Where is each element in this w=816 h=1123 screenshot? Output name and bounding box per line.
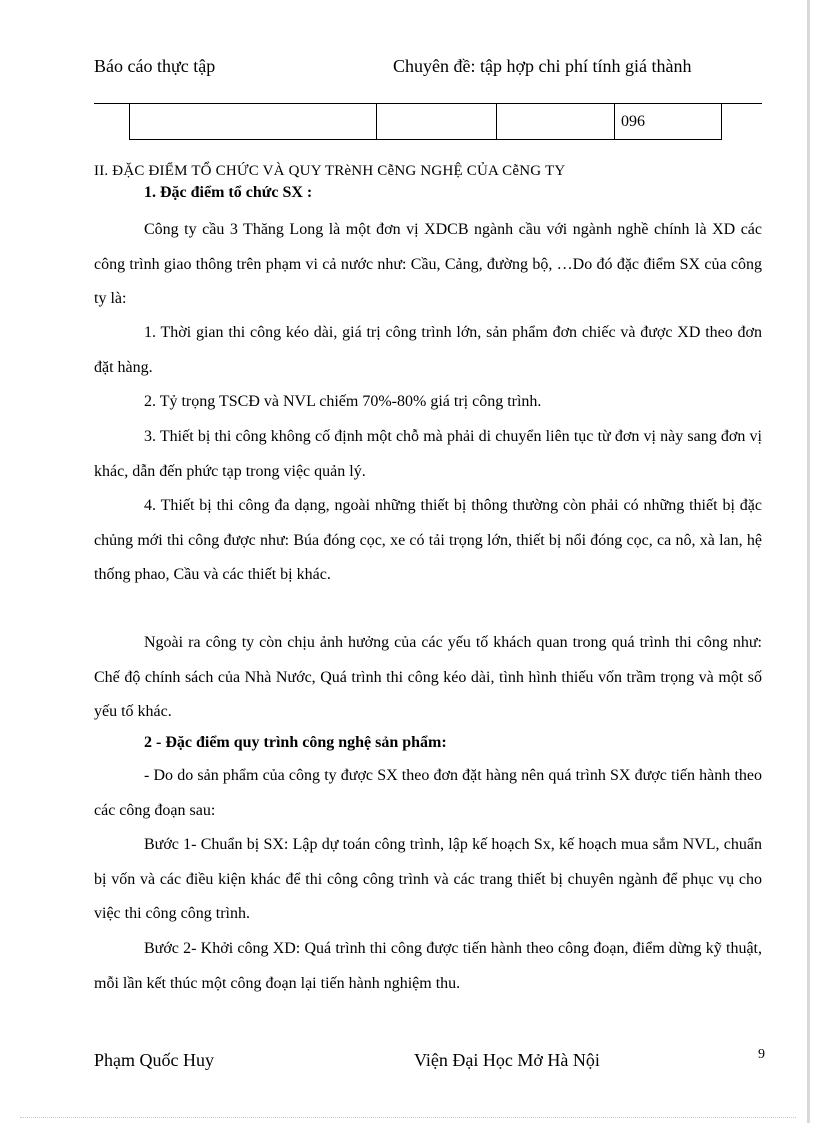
- paragraph: - Do do sản phẩm của công ty được SX theo đơn đặt hàng nên quá trình SX được tiến hành theo các công đoạn sau:: [94, 767, 762, 819]
- table-cell: 096: [615, 104, 722, 140]
- footer-author: Phạm Quốc Huy: [94, 1050, 214, 1070]
- paragraph: 3. Thiết bị thi công không cố định một chỗ mà phải di chuyển liên tục từ đơn vị này sang đơn vị khác, dẫn đến phức tạp trong việc quản lý.: [94, 428, 762, 480]
- continued-table: [129, 104, 722, 140]
- table-cell: [377, 104, 497, 140]
- page-number: 9: [758, 1047, 765, 1062]
- paragraph: Công ty cầu 3 Thăng Long là một đơn vị XDCB ngành cầu với ngành nghề chính là XD các công trình giao thông trên phạm vi cả nước như: Cầu, Cảng, đường bộ, …Do đó đặc điểm SX của công ty là:: [94, 221, 762, 307]
- table-row: [130, 104, 722, 140]
- paragraph: 2. Tỷ trọng TSCĐ và NVL chiếm 70%-80% giá trị công trình.: [144, 393, 542, 410]
- section-title: II. ĐẶC ĐIỂM TỔ CHỨC VÀ QUY TRèNH CễNG NGHỆ CỦA CễNG TY: [94, 163, 566, 179]
- header-report-title: Báo cáo thực tập: [94, 56, 216, 76]
- paragraph: 4. Thiết bị thi công đa dạng, ngoài những thiết bị thông thường còn phải có những thiết bị đặc chủng mới thi công được như: Búa đóng cọc, xe có tải trọng lớn, thiết bị nổi đóng cọc, ca nô, xà lan, hệ thống phao, Cầu và các thiết bị khác.: [94, 497, 762, 583]
- paragraph: Bước 1- Chuẩn bị SX: Lập dự toán công trình, lập kế hoạch Sx, kế hoạch mua sắm NVL, chuẩn bị vốn và các điều kiện khác để thi công công trình và các trang thiết bị chuyên ngành để phục vụ cho việc thi công công trình.: [94, 836, 762, 922]
- header-topic: Chuyên đề: tập hợp chi phí tính giá thành: [393, 56, 692, 76]
- paragraph: 1. Thời gian thi công kéo dài, giá trị công trình lớn, sản phẩm đơn chiếc và được XD theo đơn đặt hàng.: [94, 324, 762, 376]
- heading-organization: 1. Đặc điểm tổ chức SX :: [144, 184, 313, 201]
- table-cell: [497, 104, 615, 140]
- page-edge-shadow: [807, 0, 810, 1123]
- paragraph: Ngoài ra công ty còn chịu ảnh hưởng của các yếu tố khách quan trong quá trình thi công như: Chế độ chính sách của Nhà Nước, Quá trình thi công kéo dài, tình hình thiếu vốn trầm trọng và một số yếu tố khác.: [94, 634, 762, 720]
- table-cell: [130, 104, 377, 140]
- page-bottom-border: [20, 1117, 796, 1118]
- heading-process: 2 - Đặc điểm quy trình công nghệ sản phẩm:: [144, 734, 447, 751]
- paragraph: Bước 2- Khởi công XD: Quá trình thi công được tiến hành theo công đoạn, điểm dừng kỹ thuật, mỗi lần kết thúc một công đoạn lại tiến hành nghiệm thu.: [94, 940, 762, 992]
- footer-institution: Viện Đại Học Mở Hà Nội: [414, 1050, 600, 1070]
